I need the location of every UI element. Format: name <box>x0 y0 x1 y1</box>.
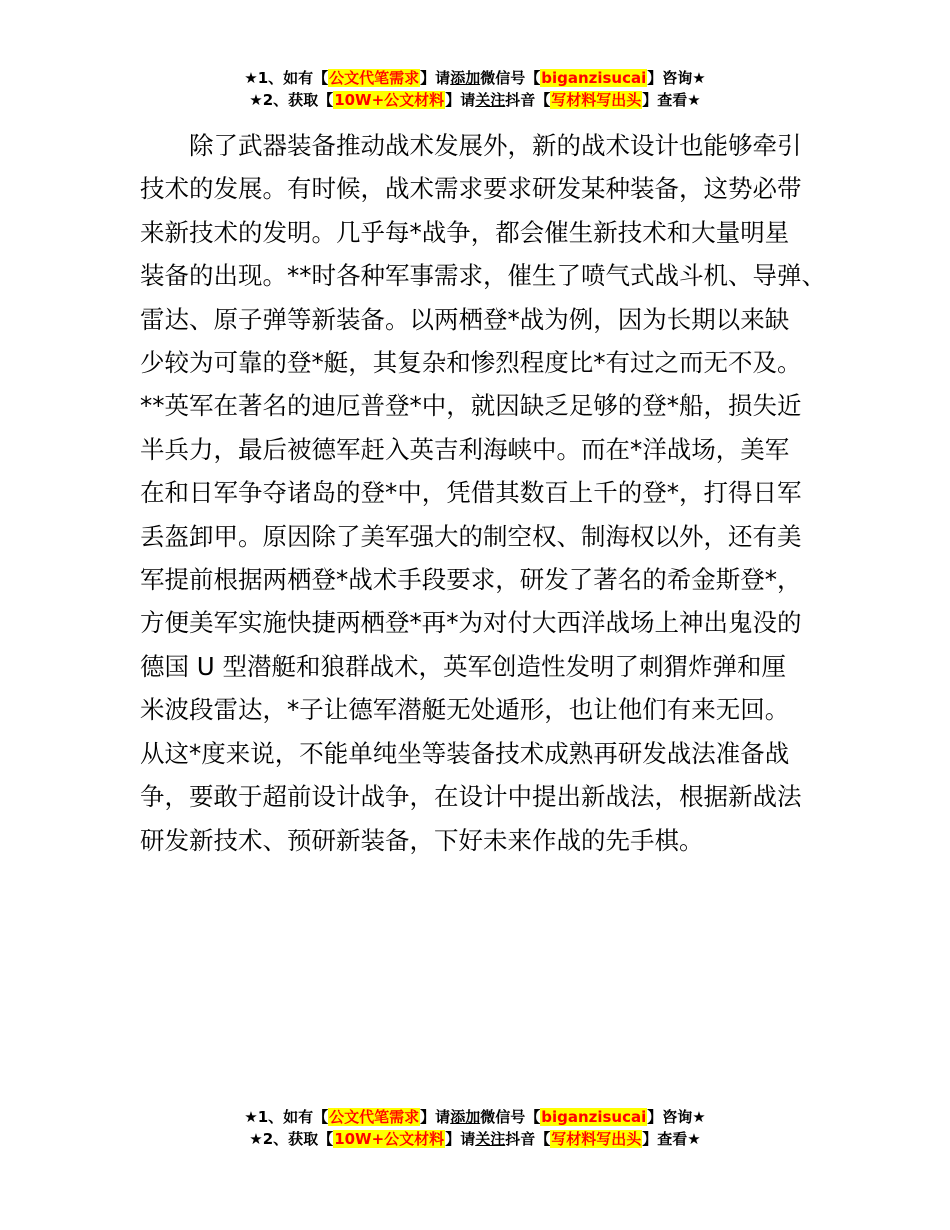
footer-banner-line-2 <box>0 1128 950 1150</box>
body-paragraph <box>140 124 826 862</box>
highlight-ghostwriting: 公文代笔需求 <box>329 69 420 87</box>
banner-text: ★2、获取【 <box>249 91 334 109</box>
header-banner <box>0 67 950 111</box>
paragraph-line: 技术的发展。有时候，战术需求要求研发某种装备，这势必带 <box>140 174 802 204</box>
paragraph-line: 军提前根据两栖登*战术手段要求，研发了著名的希金斯登*， <box>140 565 802 595</box>
banner-text: 】查看★ <box>642 91 701 109</box>
header-banner-line-1 <box>0 67 950 89</box>
paragraph-line: 少较为可靠的登*艇，其复杂和惨烈程度比*有过之而无不及。 <box>140 348 802 378</box>
banner-text: 抖音【 <box>505 91 551 109</box>
highlight-douyin-account: 写材料写出头 <box>551 91 642 109</box>
banner-text: 】请 <box>445 91 476 109</box>
header-banner-line-2 <box>0 89 950 111</box>
banner-text: ★1、如有【 <box>244 69 329 87</box>
banner-text: 】咨询★ <box>647 1108 706 1126</box>
highlight-wechat-id: biganzisucai <box>541 1108 647 1126</box>
paragraph-line: 半兵力，最后被德军赶入英吉利海峡中。而在*洋战场，美军 <box>140 434 790 464</box>
document-body <box>140 124 826 862</box>
banner-text: 】咨询★ <box>647 69 706 87</box>
banner-text: 微信号【 <box>480 69 541 87</box>
paragraph-line: 从这*度来说，不能单纯坐等装备技术成熟再研发战法准备战 <box>140 738 790 768</box>
paragraph-line: 争，要敢于超前设计战争，在设计中提出新战法，根据新战法 <box>140 782 802 812</box>
paragraph-line: 丢盔卸甲。原因除了美军强大的制空权、制海权以外，还有美 <box>140 521 802 551</box>
emphasis-add: 添加 <box>450 69 481 87</box>
footer-banner-line-1 <box>0 1106 950 1128</box>
emphasis-add: 添加 <box>450 1108 481 1126</box>
footer-banner <box>0 1106 950 1150</box>
paragraph-line: 雷达、原子弹等新装备。以两栖登*战为例，因为长期以来缺 <box>140 304 790 334</box>
banner-text: ★1、如有【 <box>244 1108 329 1126</box>
banner-text: 微信号【 <box>480 1108 541 1126</box>
paragraph-line: 德国 U 型潜艇和狼群战术，英军创造性发明了刺猬炸弹和厘 <box>140 651 787 681</box>
paragraph-line: 研发新技术、预研新装备，下好未来作战的先手棋。 <box>140 825 704 855</box>
banner-text: 】请 <box>420 69 451 87</box>
paragraph-line: 米波段雷达，*子让德军潜艇无处遁形，也让他们有来无回。 <box>140 695 790 725</box>
highlight-materials: 10W+公文材料 <box>334 1130 445 1148</box>
emphasis-follow: 关注 <box>475 91 506 109</box>
highlight-ghostwriting: 公文代笔需求 <box>329 1108 420 1126</box>
paragraph-line: 方便美军实施快捷两栖登*再*为对付大西洋战场上神出鬼没的 <box>140 608 802 638</box>
emphasis-follow: 关注 <box>475 1130 506 1148</box>
paragraph-line: 来新技术的发明。几乎每*战争，都会催生新技术和大量明星 <box>140 217 790 247</box>
paragraph-line: 除了武器装备推动战术发展外，新的战术设计也能够牵引 <box>189 131 802 160</box>
banner-text: 】请 <box>420 1108 451 1126</box>
paragraph-line: **英军在著名的迪厄普登*中，就因缺乏足够的登*船，损失近 <box>140 391 802 421</box>
highlight-wechat-id: biganzisucai <box>541 69 647 87</box>
banner-text: 】请 <box>445 1130 476 1148</box>
paragraph-line: 装备的出现。**时各种军事需求，催生了喷气式战斗机、导弹、 <box>140 261 826 291</box>
highlight-materials: 10W+公文材料 <box>334 91 445 109</box>
paragraph-line: 在和日军争夺诸岛的登*中，凭借其数百上千的登*，打得日军 <box>140 478 802 508</box>
banner-text: 抖音【 <box>505 1130 551 1148</box>
highlight-douyin-account: 写材料写出头 <box>551 1130 642 1148</box>
banner-text: 】查看★ <box>642 1130 701 1148</box>
banner-text: ★2、获取【 <box>249 1130 334 1148</box>
